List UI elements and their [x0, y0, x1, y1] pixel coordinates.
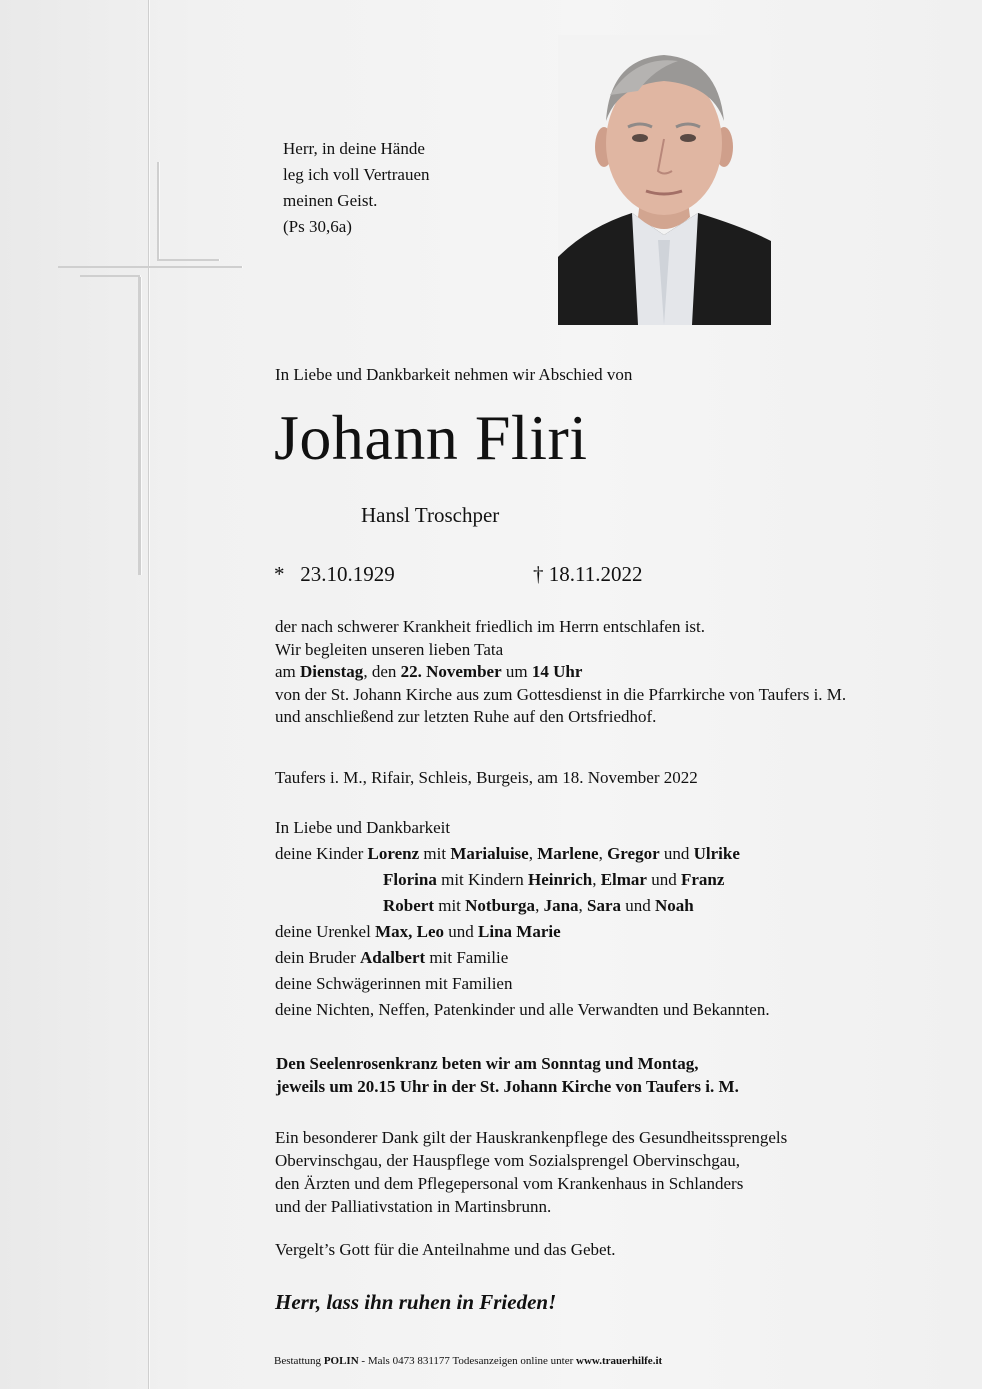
thanks-line: den Ärzten und dem Pflegepersonal vom Krankenhaus in Schlanders: [275, 1174, 744, 1193]
family-great-grandchildren: [275, 919, 770, 945]
family-children-line: [275, 867, 770, 893]
rosary-line: jeweils um 20.15 Uhr in der St. Johann Kirche von Taufers i. M.: [276, 1077, 739, 1096]
text-fragment: deine Kinder: [275, 844, 368, 863]
text-fragment: mit: [433, 896, 466, 915]
left-vertical-rule: [148, 0, 149, 1389]
text-fragment: am: [275, 662, 301, 681]
family-list: [275, 815, 770, 1023]
cross-horizontal-bar: [58, 266, 242, 268]
family-name: Elmar: [600, 870, 647, 889]
family-name: Sara: [587, 896, 622, 915]
rosary-line: Den Seelenrosenkranz beten wir am Sonntag und Montag,: [276, 1054, 699, 1073]
family-name: Ulrike: [693, 844, 740, 863]
family-name: Notburga: [465, 896, 536, 915]
family-name: Franz: [680, 870, 725, 889]
funeral-home-name: POLIN: [323, 1355, 359, 1367]
text-fragment: um: [501, 662, 532, 681]
family-name: Max, Leo: [375, 922, 445, 941]
portrait-photo: [558, 35, 771, 325]
text-fragment: deine Urenkel: [275, 922, 376, 941]
text-fragment: ,: [578, 896, 588, 915]
body-line: von der St. Johann Kirche aus zum Gottesdienst in die Pfarrkirche von Taufers i. M.: [275, 684, 847, 704]
family-name: Jana: [543, 896, 579, 915]
cross-horizontal-left: [80, 275, 140, 277]
psalm-line: Herr, in deine Hände: [283, 139, 425, 158]
text-fragment: mit Familie: [425, 948, 509, 967]
family-name: Gregor: [607, 844, 660, 863]
text-fragment: mit Kindern: [436, 870, 528, 889]
birth-date-value: 23.10.1929: [300, 562, 395, 586]
psalm-line: leg ich voll Vertrauen: [283, 165, 430, 184]
funeral-date: 22. November: [400, 662, 502, 681]
body-line: und anschließend zur letzten Ruhe auf den Ortsfriedhof.: [275, 707, 657, 726]
closing-prayer: Herr, lass ihn ruhen in Frieden!: [275, 1290, 557, 1314]
death-date-value: 18.11.2022: [548, 562, 643, 586]
birth-date: [274, 562, 395, 587]
family-children-line: [275, 841, 770, 867]
funeral-details: [275, 616, 846, 729]
rosary-notice: [276, 1052, 739, 1098]
text-fragment: und: [646, 870, 681, 889]
family-name: Lina Marie: [478, 922, 561, 941]
death-date: [533, 562, 642, 587]
funeral-time: 14 Uhr: [531, 662, 583, 681]
family-name: Adalbert: [359, 948, 426, 967]
family-name: Florina: [383, 870, 437, 889]
cross-horizontal-right: [157, 259, 219, 261]
body-line: Wir begleiten unseren lieben Tata: [275, 639, 504, 659]
funeral-date-line: [275, 661, 846, 684]
footer: [274, 1355, 662, 1367]
deceased-name: Johann Fliri: [274, 402, 588, 473]
family-name: Marialuise: [450, 844, 529, 863]
family-opening: In Liebe und Dankbarkeit: [275, 818, 451, 837]
text-fragment: - Mals 0473 831177 Todesanzeigen online unter: [358, 1355, 577, 1367]
thanks-line: Obervinschgau, der Hauspflege vom Sozialsprengel Obervinschgau,: [275, 1151, 741, 1170]
cross-vertical-bar: [138, 277, 141, 575]
text-fragment: , den: [363, 662, 401, 681]
gratitude-line: Vergelt’s Gott für die Anteilnahme und das Gebet.: [275, 1240, 616, 1259]
place-and-date: Taufers i. M., Rifair, Schleis, Burgeis, am 18. November 2022: [275, 768, 698, 787]
body-line: der nach schwerer Krankheit friedlich im Herrn entschlafen ist.: [275, 617, 706, 636]
text-fragment: ,: [592, 870, 601, 889]
family-name: Robert: [383, 896, 434, 915]
portrait-illustration: [558, 35, 771, 325]
psalm-verse: [283, 136, 430, 240]
text-fragment: und: [444, 922, 479, 941]
family-name: Marlene: [537, 844, 599, 863]
death-symbol: †: [533, 562, 544, 586]
thanks-line: Ein besonderer Dank gilt der Hauskrankenpflege des Gesundheitssprengels: [275, 1128, 788, 1147]
text-fragment: ,: [598, 844, 608, 863]
family-brother: [275, 945, 770, 971]
intro-text: In Liebe und Dankbarkeit nehmen wir Abschied von: [275, 365, 633, 384]
text-fragment: dein Bruder: [275, 948, 360, 967]
family-name: Noah: [655, 896, 694, 915]
text-fragment: und: [659, 844, 694, 863]
family-children-line: [275, 893, 770, 919]
special-thanks: [275, 1126, 787, 1218]
psalm-reference: (Ps 30,6a): [283, 217, 352, 236]
birth-symbol: *: [274, 562, 285, 586]
text-fragment: ,: [528, 844, 538, 863]
family-name: Heinrich: [527, 870, 593, 889]
family-sisters-in-law: deine Schwägerinnen mit Familien: [275, 974, 513, 993]
family-name: Lorenz: [367, 844, 420, 863]
text-fragment: ,: [535, 896, 544, 915]
nickname: Hansl Troschper: [361, 503, 500, 527]
cross-upper-bar: [157, 162, 159, 260]
psalm-line: meinen Geist.: [283, 191, 378, 210]
text-fragment: und: [621, 896, 656, 915]
text-fragment: mit: [419, 844, 451, 863]
thanks-line: und der Palliativstation in Martinsbrunn.: [275, 1197, 552, 1216]
funeral-day: Dienstag: [300, 662, 364, 681]
text-fragment: Bestattung: [274, 1355, 324, 1367]
website-link[interactable]: www.trauerhilfe.it: [576, 1355, 663, 1367]
family-others: deine Nichten, Neffen, Patenkinder und alle Verwandten und Bekannten.: [275, 1000, 770, 1019]
